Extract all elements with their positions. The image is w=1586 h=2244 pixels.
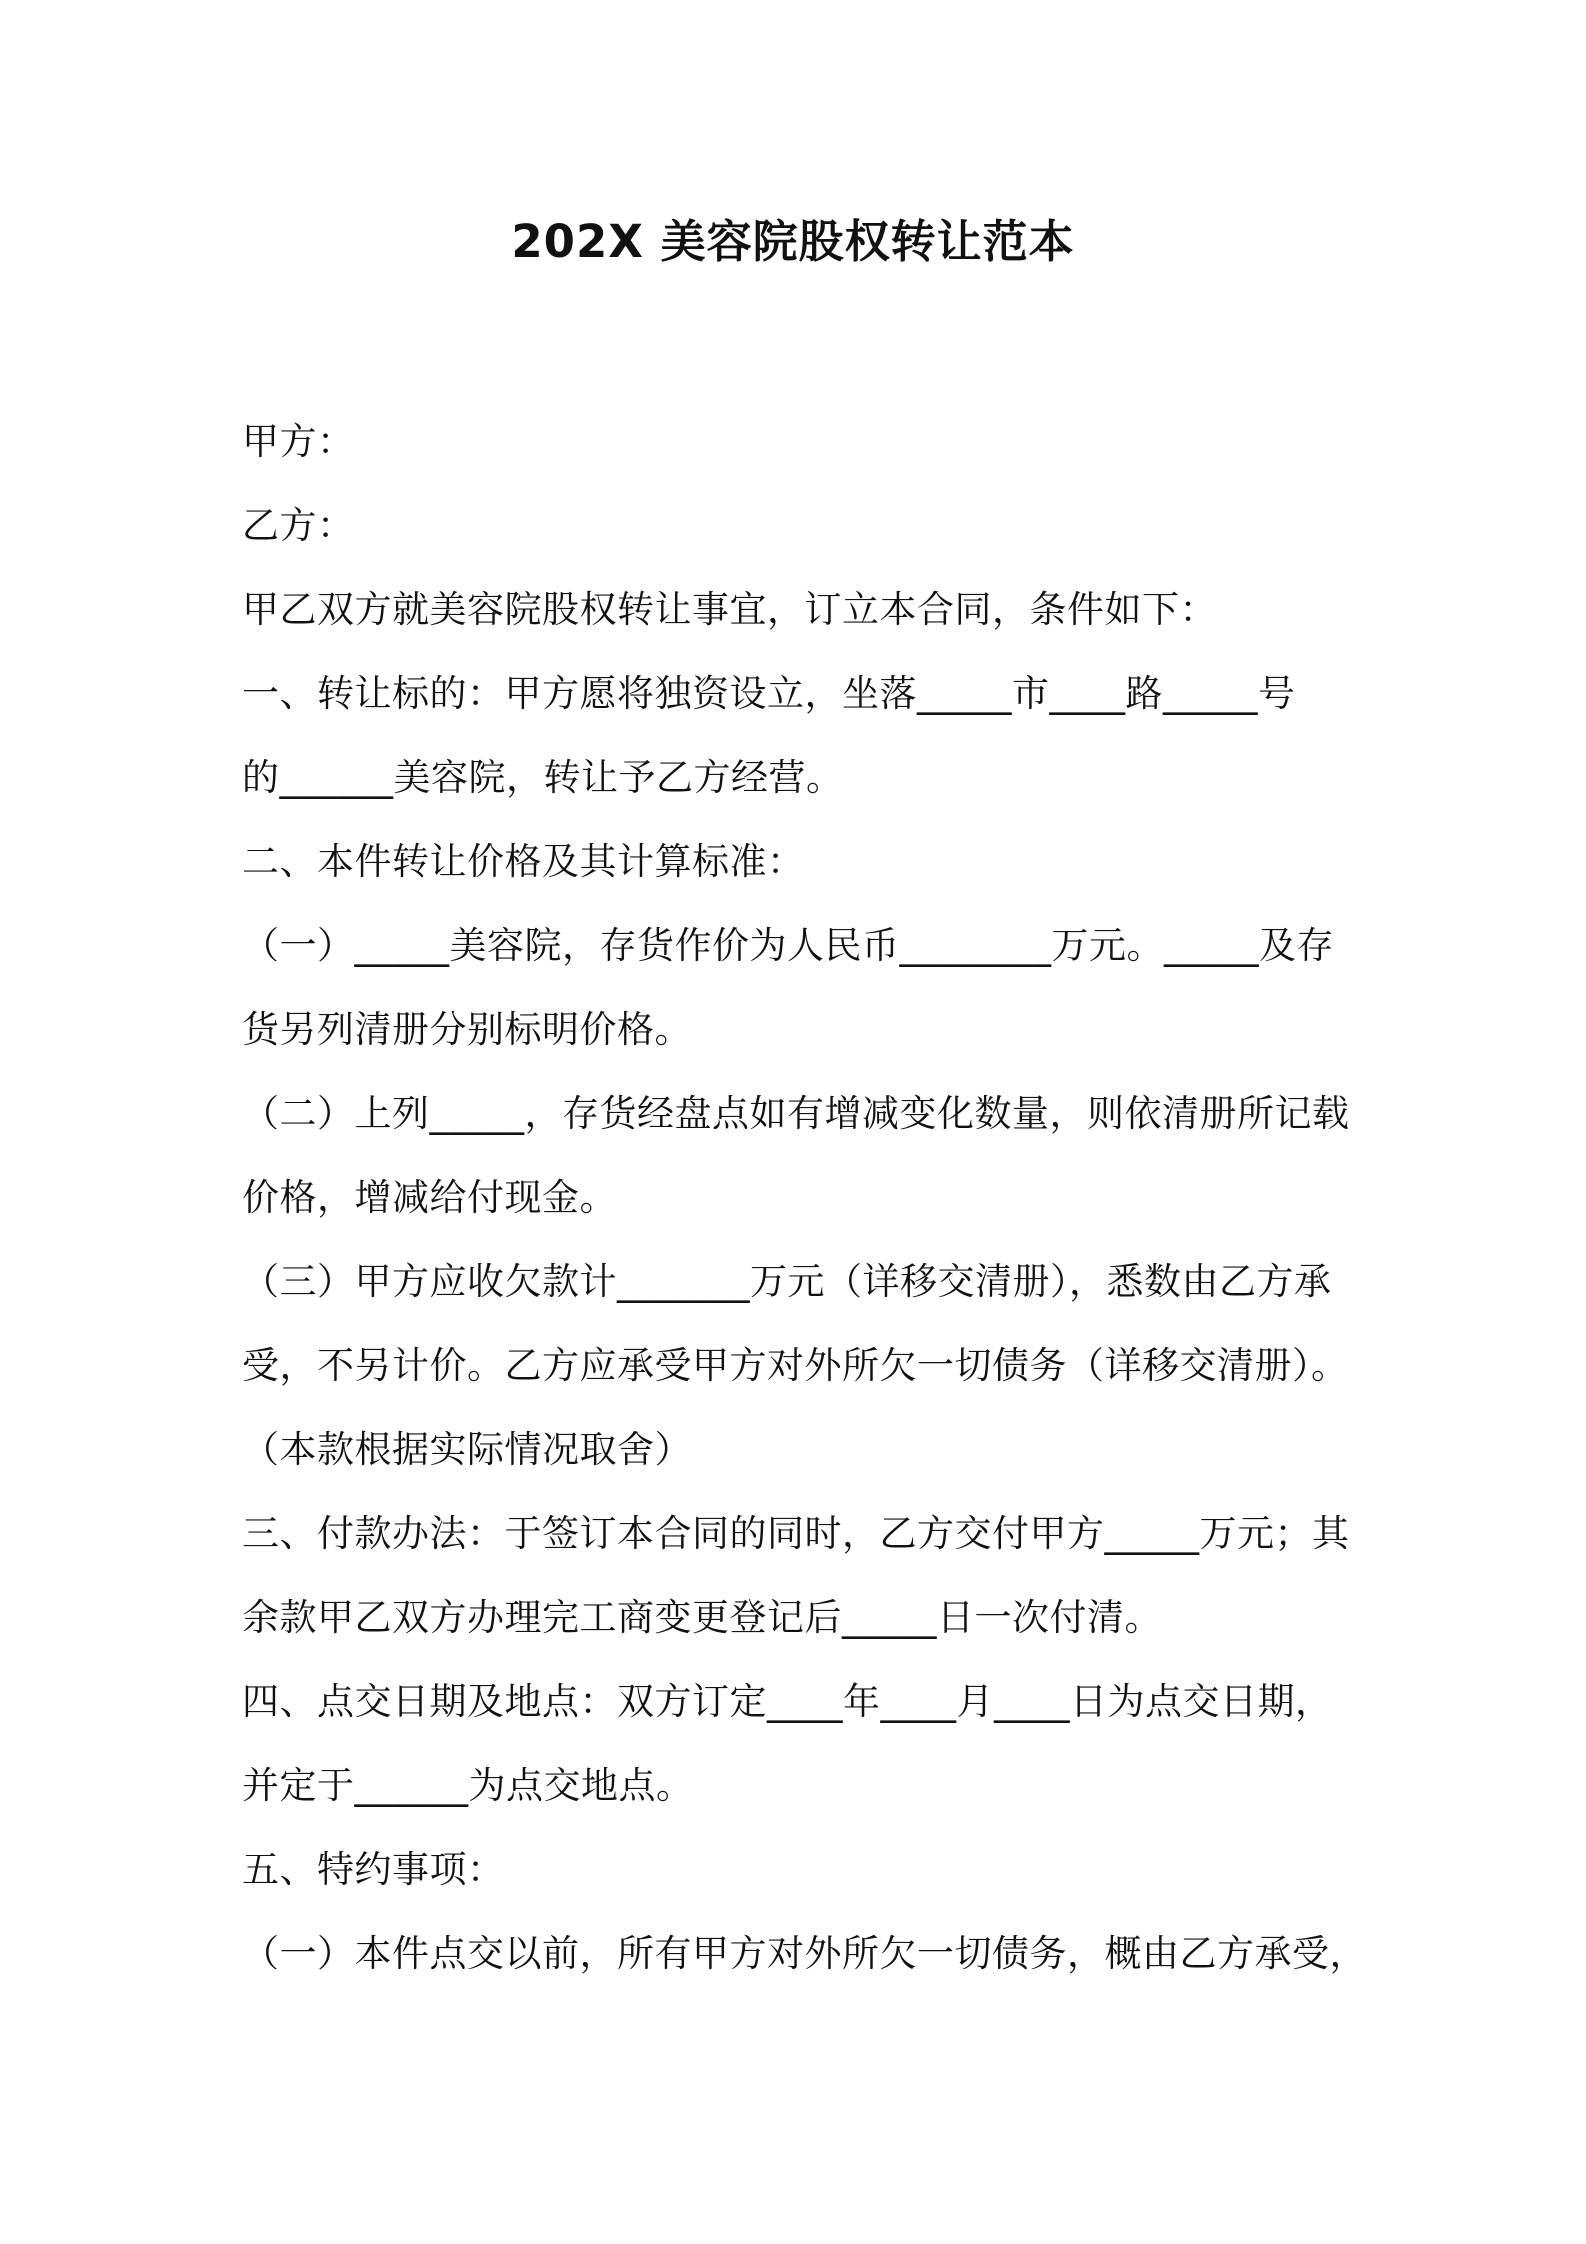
clause-2-3-line-2: 受，不另计价。乙方应承受甲方对外所欠一切债务（详移交清册）。 [242, 1344, 1349, 1387]
document-title: 202X 美容院股权转让范本 [511, 215, 1075, 268]
clause-3-line-2: 余款甲乙双方办理完工商变更登记后_____日一次付清。 [242, 1596, 1162, 1639]
clause-3-line-1: 三、付款办法：于签订本合同的同时，乙方交付甲方_____万元；其 [242, 1512, 1350, 1555]
clause-2-heading: 二、本件转让价格及其计算标准： [242, 840, 805, 883]
clause-2-note: （本款根据实际情况取舍） [242, 1428, 692, 1471]
clause-2-2-line-1: （二）上列_____，存货经盘点如有增减变化数量，则依清册所记载 [242, 1092, 1350, 1135]
party-b-line: 乙方： [242, 504, 355, 547]
clause-1-line-2: 的______美容院，转让予乙方经营。 [242, 756, 844, 799]
clause-2-1-line-2: 货另列清册分别标明价格。 [242, 1008, 692, 1051]
clause-5-heading: 五、特约事项： [242, 1848, 505, 1891]
clause-5-1-line-1: （一）本件点交以前，所有甲方对外所欠一切债务，概由乙方承受， [242, 1932, 1367, 1975]
document-body [242, 400, 1367, 1996]
party-a-line: 甲方： [242, 420, 355, 463]
clause-4-line-2: 并定于______为点交地点。 [242, 1764, 694, 1807]
clause-4-line-1: 四、点交日期及地点：双方订定____年____月____日为点交日期， [242, 1680, 1333, 1723]
clause-2-1-line-1: （一）_____美容院，存货作价为人民币________万元。_____及存 [242, 924, 1334, 967]
clause-1-line-1: 一、转让标的：甲方愿将独资设立，坐落_____市____路_____号 [242, 672, 1296, 715]
clause-2-2-line-2: 价格，增减给付现金。 [242, 1176, 617, 1219]
preamble-line: 甲乙双方就美容院股权转让事宜，订立本合同，条件如下： [242, 588, 1217, 631]
clause-2-3-line-1: （三）甲方应收欠款计_______万元（详移交清册），悉数由乙方承 [242, 1260, 1332, 1303]
